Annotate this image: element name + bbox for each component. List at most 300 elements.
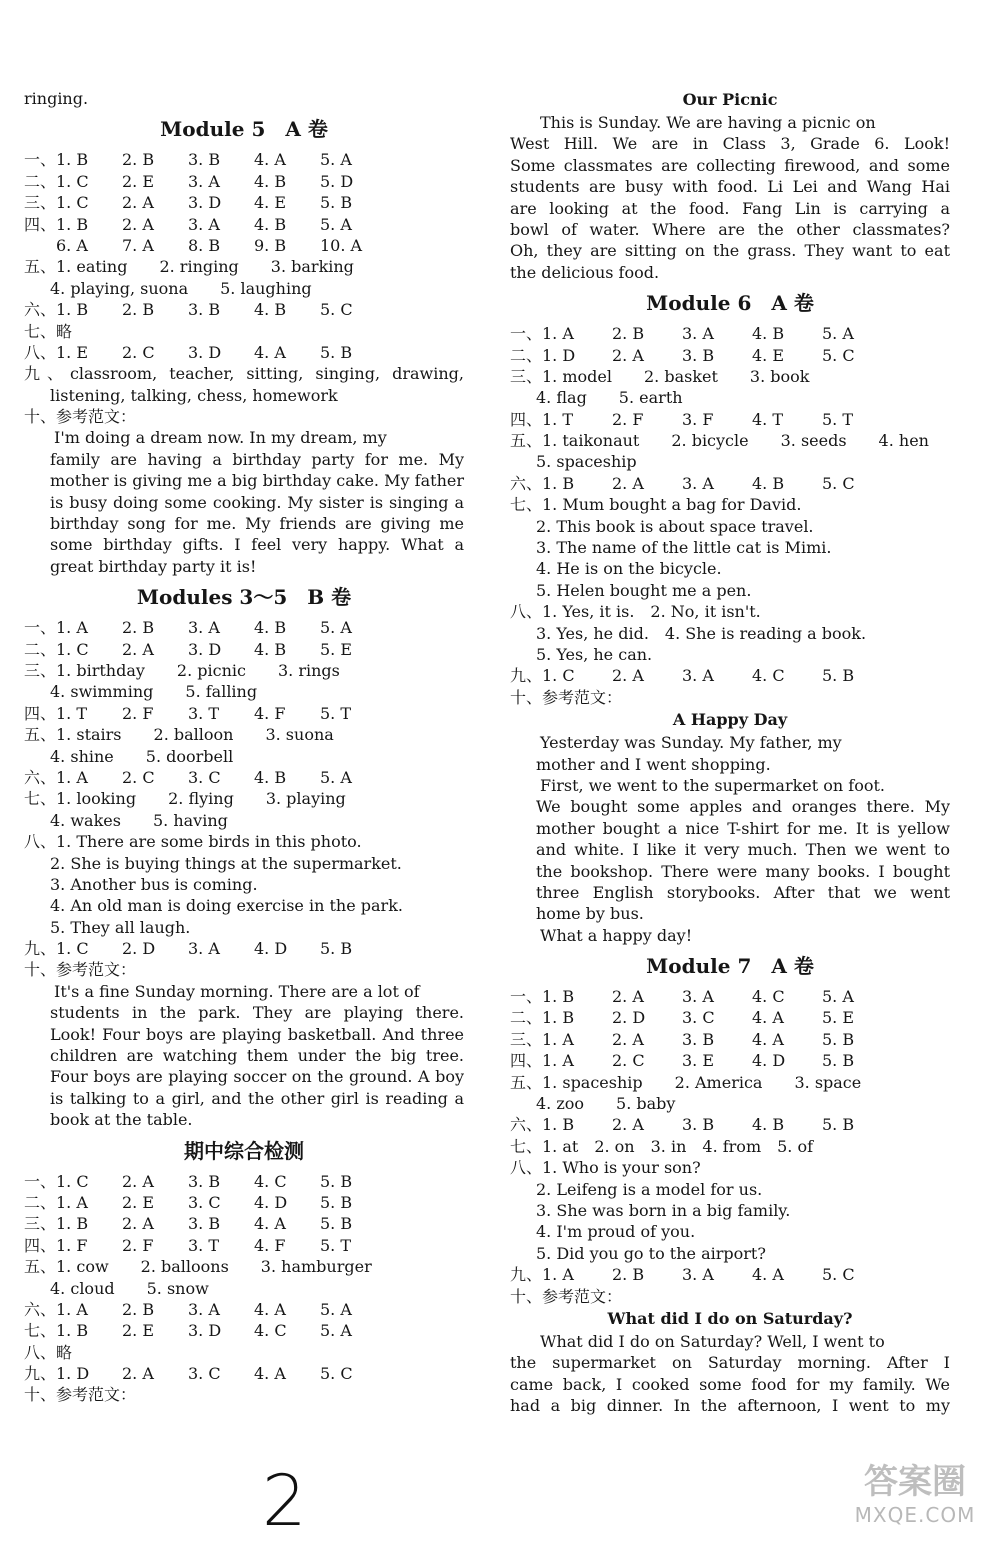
answer-item: 1. A: [56, 767, 88, 787]
text-line: mother and I went shopping.: [536, 754, 771, 774]
answer-item: 5. A: [320, 618, 352, 638]
text-line: and white. I like it very much. Then we went to: [536, 840, 950, 860]
answer-item: 5. B: [320, 193, 353, 213]
text-line: What did I do on Saturday? Well, I went to: [540, 1331, 885, 1351]
question-number: 六、: [24, 1299, 57, 1319]
answer-item: 3. A: [682, 473, 714, 493]
section-heading: Modules 3～5 B 卷: [136, 585, 352, 610]
answer-row: [24, 235, 464, 256]
answer-item: 3. E: [682, 1051, 715, 1071]
answer-item: 4. F: [254, 703, 286, 723]
answer-item: 2. B: [612, 1265, 645, 1285]
answer-item: 5. A: [320, 767, 352, 787]
text-line: 5. Did you go to the airport?: [536, 1243, 766, 1263]
answer-item: 3. D: [188, 1321, 222, 1341]
text-line: Oh, they are sitting on the grass. They want to eat: [510, 241, 950, 261]
answer-row: [24, 617, 464, 638]
answer-item: 2. E: [122, 171, 155, 191]
answer-item: 4. A: [752, 1029, 784, 1049]
answer-item: 4. B: [254, 639, 287, 659]
answer-row: [24, 938, 464, 959]
text-line: 十、参考范文：: [510, 1286, 623, 1306]
answer-row: [24, 1235, 464, 1256]
text-line: 三、1. birthday 2. picnic 3. rings: [24, 660, 340, 680]
answer-item: 2. B: [122, 618, 155, 638]
text-line: had a big dinner. In the afternoon, I went to my: [510, 1396, 950, 1416]
section-heading: Module 5 A 卷: [160, 117, 328, 142]
answer-item: 1. B: [542, 1115, 575, 1135]
question-number: 一、: [510, 987, 543, 1007]
text-line: the bookshop. There were many books. I bought: [536, 861, 950, 881]
answer-item: 1. E: [56, 342, 89, 362]
answer-item: 2. A: [612, 1029, 644, 1049]
question-number: 三、: [24, 193, 57, 213]
answer-item: 1. A: [56, 618, 88, 638]
answer-item: 5. B: [822, 1029, 855, 1049]
text-line: are looking at the food. Fang Lin is carrying a: [510, 198, 950, 218]
text-line: We bought some apples and oranges there. My: [536, 797, 950, 817]
watermark-logo: 答案圈: [864, 1462, 966, 1502]
answer-item: 2. A: [612, 345, 644, 365]
answer-row: [510, 345, 950, 366]
answer-item: 1. A: [542, 324, 574, 344]
answer-item: 2. D: [122, 939, 156, 959]
answer-item: 3. F: [682, 409, 714, 429]
text-line: Look! Four boys are playing basketball. And three: [50, 1024, 464, 1044]
answer-item: 1. B: [542, 1008, 575, 1028]
answer-row: [24, 767, 464, 788]
answer-item: 2. B: [122, 300, 155, 320]
answer-item: 4. D: [254, 1192, 288, 1212]
answer-item: 1. B: [56, 300, 89, 320]
text-line: family are having a birthday party for me. My: [50, 449, 464, 469]
answer-item: 4. B: [752, 324, 785, 344]
answer-item: 2. B: [612, 324, 645, 344]
answer-item: 4. C: [752, 666, 785, 686]
text-line: First, we went to the supermarket on foot.: [540, 775, 885, 795]
answer-item: 5. B: [822, 1051, 855, 1071]
text-line: listening, talking, chess, homework: [50, 385, 338, 405]
answer-item: 1. C: [542, 666, 575, 686]
text-line: 5. spaceship: [536, 452, 637, 472]
text-line: What a happy day!: [540, 925, 693, 945]
question-number: 一、: [24, 1171, 57, 1191]
text-line: some birthday gifts. I feel very happy. What a: [50, 535, 464, 555]
answer-item: 2. C: [612, 1051, 645, 1071]
answer-item: 2. A: [612, 666, 644, 686]
text-line: 七、1. Mum bought a bag for David.: [510, 495, 802, 515]
answer-item: 3. C: [682, 1008, 715, 1028]
answer-item: 4. C: [254, 1321, 287, 1341]
answer-row: [24, 1320, 464, 1341]
answer-item: 4. A: [254, 342, 286, 362]
answer-item: 1. B: [56, 150, 89, 170]
answer-item: 5. B: [320, 1214, 353, 1234]
section-heading: 期中综合检测: [184, 1138, 304, 1163]
text-line: students are busy with food. Li Lei and Wang Hai: [510, 177, 950, 197]
answer-item: 1. B: [56, 214, 89, 234]
text-line: 4. wakes 5. having: [50, 810, 228, 830]
text-line: mother is giving me a big birthday cake. My father: [50, 471, 464, 491]
answer-item: 9. B: [254, 235, 287, 255]
answer-item: 5. C: [320, 300, 353, 320]
answer-item: 3. T: [188, 703, 220, 723]
answer-item: 1. C: [56, 639, 89, 659]
answer-row: [510, 1050, 950, 1071]
answer-item: 5. C: [822, 473, 855, 493]
question-number: 六、: [24, 300, 57, 320]
question-number: 四、: [24, 703, 57, 723]
answer-item: 3. B: [188, 300, 221, 320]
answer-item: 1. D: [542, 345, 576, 365]
answer-item: 3. C: [188, 1364, 221, 1384]
text-line: 4. flag 5. earth: [536, 388, 683, 408]
text-line: 5. They all laugh.: [50, 917, 191, 937]
question-number: 一、: [510, 324, 543, 344]
answer-row: [24, 703, 464, 724]
answer-item: 3. B: [682, 345, 715, 365]
text-line: came back, I cooked some food for my family. We: [510, 1374, 950, 1394]
text-line: 三、1. model 2. basket 3. book: [510, 366, 810, 386]
text-line: is busy doing some cooking. My sister is singing a: [50, 492, 464, 512]
answer-item: 5. D: [320, 171, 354, 191]
text-line: mother bought a nice T-shirt for me. It is yellow: [536, 818, 950, 838]
answer-item: 2. B: [122, 150, 155, 170]
answer-row: [510, 409, 950, 430]
question-number: 四、: [24, 214, 57, 234]
answer-item: 5. T: [822, 409, 854, 429]
answer-item: 1. A: [542, 1051, 574, 1071]
answer-item: 4. A: [254, 1214, 286, 1234]
text-line: 2. This book is about space travel.: [536, 516, 814, 536]
text-line: 3. The name of the little cat is Mimi.: [536, 538, 832, 558]
answer-item: 5. B: [320, 1192, 353, 1212]
text-line: the supermarket on Saturday morning. After I: [510, 1353, 950, 1373]
answer-item: 3. A: [188, 618, 220, 638]
question-number: 六、: [510, 473, 543, 493]
text-line: West Hill. We are in Class 3, Grade 6. Look!: [510, 134, 950, 154]
question-number: 九、: [24, 939, 57, 959]
answer-row: [24, 1363, 464, 1384]
question-number: 七、: [24, 1321, 57, 1341]
text-line: 五、1. cow 2. balloons 3. hamburger: [24, 1257, 372, 1277]
question-number: 二、: [510, 345, 543, 365]
answer-item: 5. C: [822, 345, 855, 365]
answer-item: 1. B: [542, 987, 575, 1007]
answer-item: 3. D: [188, 639, 222, 659]
answer-item: 3. C: [188, 767, 221, 787]
answer-row: [510, 1029, 950, 1050]
text-line: 十、参考范文：: [24, 1385, 137, 1405]
answer-item: 1. A: [542, 1265, 574, 1285]
answer-row: [510, 323, 950, 344]
text-line: 2. Leifeng is a model for us.: [536, 1179, 763, 1199]
answer-item: 2. A: [612, 987, 644, 1007]
answer-row: [510, 1114, 950, 1135]
answer-item: 2. A: [122, 639, 154, 659]
answer-item: 3. A: [188, 214, 220, 234]
text-line: 5. Helen bought me a pen.: [536, 580, 752, 600]
answer-item: 2. A: [122, 1364, 154, 1384]
answer-item: 4. T: [752, 409, 784, 429]
answer-item: 4. A: [254, 1364, 286, 1384]
text-line: 4. cloud 5. snow: [50, 1278, 209, 1298]
answer-item: 1. C: [56, 171, 89, 191]
question-number: 一、: [24, 150, 57, 170]
text-line: Yesterday was Sunday. My father, my: [540, 733, 842, 753]
text-line: is talking to a girl, and the other girl is reading a: [50, 1088, 464, 1108]
text-line: 七、略: [24, 321, 73, 341]
answer-item: 4. D: [254, 939, 288, 959]
text-line: bowl of water. Where are the other classmates?: [510, 219, 950, 239]
answer-item: 3. A: [188, 171, 220, 191]
answer-item: 5. A: [320, 1321, 352, 1341]
answer-item: 5. A: [822, 987, 854, 1007]
text-line: 十、参考范文：: [510, 687, 623, 707]
answer-row: [24, 171, 464, 192]
answer-item: 2. B: [122, 1299, 155, 1319]
right-column: [510, 88, 950, 1416]
answer-item: 5. E: [822, 1008, 855, 1028]
text-line: 4. zoo 5. baby: [536, 1094, 676, 1114]
answer-item: 1. D: [56, 1364, 90, 1384]
answer-item: 4. A: [254, 1299, 286, 1319]
answer-item: 4. B: [254, 171, 287, 191]
watermark-url: MXQE.COM: [854, 1503, 976, 1527]
text-line: 3. Yes, he did. 4. She is reading a book.: [536, 623, 867, 643]
answer-row: [24, 149, 464, 170]
text-line: 五、1. stairs 2. balloon 3. suona: [24, 725, 334, 745]
text-line: 4. playing, suona 5. laughing: [50, 278, 312, 298]
answer-item: 3. B: [682, 1029, 715, 1049]
answer-item: 3. A: [682, 1265, 714, 1285]
answer-row: [510, 1264, 950, 1285]
answer-item: 3. D: [188, 193, 222, 213]
answer-row: [24, 192, 464, 213]
question-number: 三、: [510, 1029, 543, 1049]
answer-item: 2. D: [612, 1008, 646, 1028]
answer-item: 4. C: [254, 1171, 287, 1191]
text-line: great birthday party it is!: [50, 556, 257, 576]
text-line: children are watching them under the big tree.: [50, 1046, 464, 1066]
answer-item: 1. A: [542, 1029, 574, 1049]
text-line: home by bus.: [536, 904, 644, 924]
section-heading: Module 7 A 卷: [646, 954, 814, 979]
answer-row: [510, 986, 950, 1007]
question-number: 九、: [510, 666, 543, 686]
essay-title: Our Picnic: [682, 90, 778, 109]
answer-item: 1. B: [56, 1321, 89, 1341]
answer-row: [510, 1007, 950, 1028]
section-heading: Module 6 A 卷: [646, 291, 814, 316]
question-number: 二、: [510, 1008, 543, 1028]
text-line: 4. swimming 5. falling: [50, 682, 258, 702]
text-line: 五、1. taikonaut 2. bicycle 3. seeds 4. hen: [510, 431, 929, 451]
answer-item: 3. A: [188, 1299, 220, 1319]
question-number: 四、: [510, 1051, 543, 1071]
answer-item: 4. B: [254, 618, 287, 638]
answer-row: [510, 665, 950, 686]
text-line: 4. I'm proud of you.: [536, 1222, 696, 1242]
text-line: 4. shine 5. doorbell: [50, 746, 234, 766]
answer-item: 1. B: [56, 1214, 89, 1234]
text-line: 八、1. There are some birds in this photo.: [24, 832, 362, 852]
answer-item: 3. A: [682, 987, 714, 1007]
answer-item: 5. E: [320, 639, 353, 659]
text-line: I'm doing a dream now. In my dream, my: [54, 428, 387, 448]
answer-item: 2. A: [122, 1214, 154, 1234]
answer-item: 4. A: [254, 150, 286, 170]
answer-item: 7. A: [122, 235, 154, 255]
text-line: Some classmates are collecting firewood, and some: [510, 155, 950, 175]
answer-item: 1. C: [56, 1171, 89, 1191]
answer-item: 3. T: [188, 1235, 220, 1255]
text-line: It's a fine Sunday morning. There are a lot of: [54, 981, 420, 1001]
answer-item: 5. C: [320, 1364, 353, 1384]
answer-item: 1. A: [56, 1192, 88, 1212]
answer-item: 2. A: [612, 473, 644, 493]
answer-item: 4. C: [752, 987, 785, 1007]
answer-item: 3. B: [188, 1171, 221, 1191]
answer-item: 4. B: [254, 214, 287, 234]
answer-item: 2. A: [122, 214, 154, 234]
left-column: [24, 88, 464, 1406]
answer-row: [24, 299, 464, 320]
answer-item: 3. C: [188, 1192, 221, 1212]
answer-row: [24, 1299, 464, 1320]
answer-item: 3. A: [188, 939, 220, 959]
answer-item: 2. E: [122, 1321, 155, 1341]
text-line: 3. Another bus is coming.: [50, 874, 258, 894]
answer-item: 5. A: [822, 324, 854, 344]
answer-item: 4. B: [254, 300, 287, 320]
answer-item: 5. T: [320, 703, 352, 723]
answer-item: 4. E: [254, 193, 287, 213]
answer-item: 4. B: [752, 1115, 785, 1135]
answer-item: 2. C: [122, 342, 155, 362]
question-number: 八、: [24, 342, 57, 362]
answer-item: 5. B: [822, 666, 855, 686]
text-line: 七、1. at 2. on 3. in 4. from 5. of: [510, 1136, 814, 1156]
answer-item: 8. B: [188, 235, 221, 255]
answer-item: 1. F: [56, 1235, 88, 1255]
answer-item: 2. A: [122, 193, 154, 213]
text-line: 五、1. spaceship 2. America 3. space: [510, 1072, 862, 1092]
answer-item: 2. E: [122, 1192, 155, 1212]
answer-item: 2. F: [122, 1235, 154, 1255]
answer-row: [510, 473, 950, 494]
essay-title: A Happy Day: [672, 710, 788, 730]
answer-item: 5. B: [822, 1115, 855, 1135]
answer-item: 10. A: [320, 235, 363, 255]
answer-item: 3. A: [682, 666, 714, 686]
answer-item: 1. A: [56, 1299, 88, 1319]
text-line: 九、classroom, teacher, sitting, singing, drawing,: [24, 364, 464, 384]
text-line: 八、1. Yes, it is. 2. No, it isn't.: [510, 602, 761, 622]
text-line: This is Sunday. We are having a picnic on: [540, 113, 876, 132]
answer-item: 4. F: [254, 1235, 286, 1255]
answer-row: [24, 1192, 464, 1213]
question-number: 九、: [24, 1364, 57, 1384]
answer-item: 3. A: [682, 324, 714, 344]
text-line: the delicious food.: [510, 262, 660, 282]
question-number: 六、: [24, 767, 57, 787]
answer-item: 3. B: [682, 1115, 715, 1135]
answer-item: 5. A: [320, 1299, 352, 1319]
text-line: 十、参考范文：: [24, 960, 137, 980]
answer-row: [24, 214, 464, 235]
answer-row: [24, 1171, 464, 1192]
answer-item: 1. C: [56, 193, 89, 213]
answer-item: 4. B: [254, 767, 287, 787]
question-number: 六、: [510, 1115, 543, 1135]
answer-item: 5. T: [320, 1235, 352, 1255]
answer-item: 2. F: [122, 703, 154, 723]
answer-item: 5. B: [320, 1171, 353, 1191]
answer-item: 2. C: [122, 767, 155, 787]
question-number: 二、: [24, 171, 57, 191]
answer-item: 2. F: [612, 409, 644, 429]
question-number: 九、: [510, 1265, 543, 1285]
page-number: 2: [262, 1460, 307, 1542]
answer-item: 4. E: [752, 345, 785, 365]
text-line: birthday song for me. My friends are giving me: [50, 514, 464, 534]
answer-item: 3. D: [188, 342, 222, 362]
answer-item: 4. A: [752, 1265, 784, 1285]
text-line: three English storybooks. After that we went: [536, 882, 950, 902]
text-line: 十、参考范文：: [24, 407, 137, 427]
text-line: Four boys are playing soccer on the ground. A boy: [50, 1067, 464, 1087]
question-number: 一、: [24, 618, 57, 638]
answer-item: 1. T: [542, 409, 574, 429]
watermark: [840, 1454, 990, 1534]
answer-item: 3. B: [188, 1214, 221, 1234]
text-line: 五、1. eating 2. ringing 3. barking: [24, 257, 354, 277]
text-line: 4. An old man is doing exercise in the park.: [50, 896, 403, 916]
question-number: 四、: [24, 1235, 57, 1255]
answer-item: 6. A: [56, 235, 88, 255]
answer-row: [24, 1213, 464, 1234]
answer-item: 4. A: [752, 1008, 784, 1028]
answer-row: [24, 639, 464, 660]
answer-item: 3. B: [188, 150, 221, 170]
text-line: 3. She was born in a big family.: [536, 1200, 791, 1220]
answer-item: 4. D: [752, 1051, 786, 1071]
text-line: 4. He is on the bicycle.: [536, 559, 722, 579]
text-line: 八、略: [24, 1342, 73, 1362]
answer-item: 2. A: [122, 1171, 154, 1191]
text-line: 八、1. Who is your son?: [510, 1158, 701, 1178]
question-number: 四、: [510, 409, 543, 429]
answer-item: 1. C: [56, 939, 89, 959]
answer-item: 5. A: [320, 150, 352, 170]
text-line: ringing.: [24, 89, 89, 108]
question-number: 二、: [24, 1192, 57, 1212]
answer-item: 5. C: [822, 1265, 855, 1285]
text-line: 2. She is buying things at the supermarket.: [50, 853, 402, 873]
text-line: students in the park. They are playing there.: [50, 1003, 464, 1023]
answer-item: 1. T: [56, 703, 88, 723]
question-number: 二、: [24, 639, 57, 659]
answer-item: 1. B: [542, 473, 575, 493]
answer-item: 5. B: [320, 342, 353, 362]
text-line: book at the table.: [50, 1110, 193, 1130]
text-line: 七、1. looking 2. flying 3. playing: [24, 789, 346, 809]
answer-item: 5. A: [320, 214, 352, 234]
text-line: 5. Yes, he can.: [536, 644, 653, 664]
answer-item: 4. B: [752, 473, 785, 493]
essay-title: What did I do on Saturday?: [607, 1308, 853, 1328]
